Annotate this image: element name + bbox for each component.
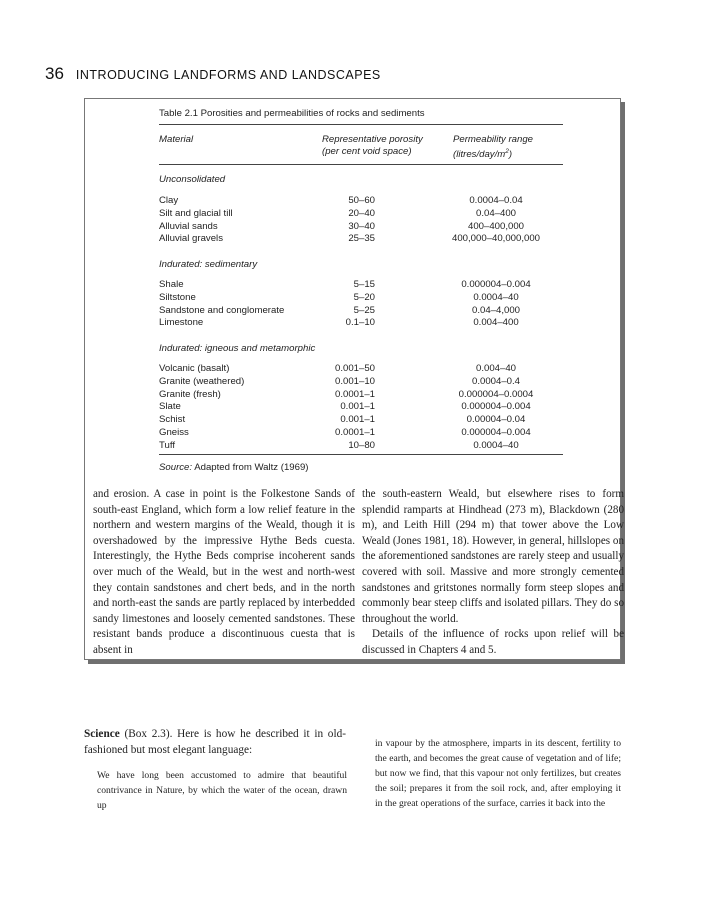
table-row: Alluvial gravels 25–35 400,000–40,000,000: [159, 233, 541, 245]
table-row: Granite (fresh) 0.0001–1 0.000004–0.0004: [159, 388, 534, 400]
table-row: Shale 5–15 0.000004–0.004: [159, 279, 531, 290]
group-title: Unconsolidated: [159, 174, 226, 185]
table-row: Tuff 10–80 0.0004–40: [159, 439, 519, 451]
table-row: Schist 0.001–1 0.00004–0.04: [159, 414, 526, 426]
paragraph: the south-eastern Weald, but elsewhere rises to form splendid ramparts at Hindhead (273 m), Blackdown (280 m), and Leith Hill (294 m) that tower above the Low Weald (Jones 1981, 18). However, in general, hillslopes on the aforementioned sandstones are rarely steep and usually covered with soil. Massive and more strongly cemented sandstones and gritstones normally form steep slopes and commonly bear steep cliffs and isolated pillars. They do so throughout the world.: [362, 488, 624, 625]
col-header-material: Material: [159, 134, 194, 145]
boxed-figure: [84, 98, 624, 660]
col-header-permeability: Permeability range $(litres/day/m^2)$: [453, 134, 533, 161]
running-title: INTRODUCING LANDFORMS AND LANDSCAPES: [75, 68, 381, 82]
page-number: 36: [45, 64, 64, 83]
table-row: Volcanic (basalt) 0.001–50 0.004–40: [159, 363, 516, 374]
box-text-right: [362, 487, 624, 659]
block-quote-left: We have long been accustomed to admire that beautiful contrivance in Nature, by which the water of the ocean, drawn up: [97, 770, 347, 811]
table-rule-top: [159, 124, 563, 125]
group-title: Indurated: igneous and metamorphic: [159, 343, 316, 354]
table-source: Source: Adapted from Waltz (1969): [159, 462, 309, 473]
paragraph: and erosion. A case in point is the Folkestone Sands of south-east England, which form a low relief feature in the northern and western margins of the Weald, though it is overshadowed by the impressive Hythe Beds cuesta. Interestingly, the Hythe Beds comprise incoherent sands over much of the Weald, but in the west and north-west they contain sandstones and chert beds, and in the north and north-east the sands are partly replaced by interbedded sandy limestones and loosely cemented sandstones. These resistant bands produce a discontinuous cuesta that is absent in: [93, 488, 355, 656]
block-quote-right: in vapour by the atmosphere, imparts in its descent, fertility to the earth, and becomes the great cause of vegetation and of life; but now we find, that this vapour not only fertilizes, but creates the soil; prepares it from the soil rock, and, after employing it in the great operations of the surface, carries it back into the: [375, 738, 621, 809]
paragraph: Details of the influence of rocks upon relief will be discussed in Chapters 4 and 5.: [362, 628, 624, 656]
table-row: Clay 50–60 0.0004–0.04: [159, 195, 523, 206]
page-header: [45, 64, 381, 84]
box-text-left: [93, 487, 355, 659]
body-text-left: [84, 727, 346, 758]
table-row: Sandstone and conglomerate 5–25 0.04–4,000: [159, 304, 520, 316]
table-row: Silt and glacial till 20–40 0.04–400: [159, 207, 516, 219]
group-title: Indurated: sedimentary: [159, 259, 258, 270]
table-rule-header: [159, 164, 563, 165]
col-header-porosity: Representative porosity (per cent void space): [322, 134, 423, 157]
table-row: Limestone 0.1–10 0.004–400: [159, 317, 519, 329]
table-row: Alluvial sands 30–40 400–400,000: [159, 220, 525, 232]
table-rule-bottom: [159, 454, 563, 455]
paragraph: Science (Box 2.3). Here is how he described it in old-fashioned but most elegant language:: [84, 728, 346, 756]
table-caption: Table 2.1 Porosities and permeabilities of rocks and sediments: [159, 108, 425, 119]
table-row: Granite (weathered) 0.001–10 0.0004–0.4: [159, 375, 520, 387]
table-row: Gneiss 0.0001–1 0.000004–0.004: [159, 427, 531, 438]
table-row: Slate 0.001–1 0.000004–0.004: [159, 401, 531, 413]
table-row: Siltstone 5–20 0.0004–40: [159, 291, 519, 303]
